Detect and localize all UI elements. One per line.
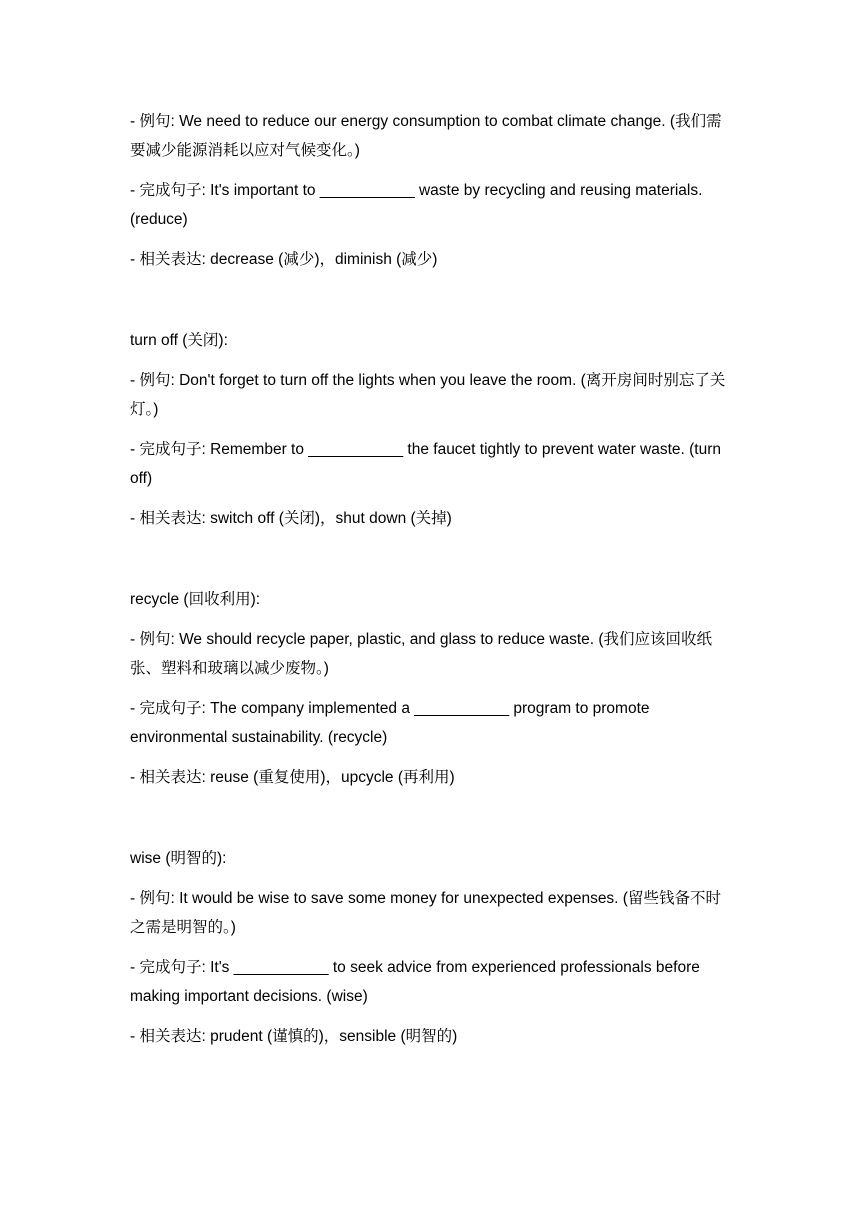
related-expressions: - 相关表达: switch off (关闭)，shut down (关掉)	[130, 510, 452, 527]
related-expressions: - 相关表达: reuse (重复使用)，upcycle (再利用)	[130, 769, 455, 786]
related-expressions: - 相关表达: decrease (减少)，diminish (减少)	[130, 251, 438, 268]
example-sentence: - 例句: Don't forget to turn off the lights when you leave the room. (离开房间时别忘了关灯。)	[130, 372, 726, 418]
completion-exercise: - 完成句子: It's important to ___________ waste by recycling and reusing materials. (reduce)	[130, 182, 703, 228]
vocabulary-heading: wise (明智的):	[130, 850, 227, 867]
completion-exercise: - 完成句子: The company implemented a ___________ program to promote environmental sustainability. (recycle)	[130, 700, 650, 746]
related-expressions: - 相关表达: prudent (谨慎的)，sensible (明智的)	[130, 1028, 458, 1045]
completion-exercise: - 完成句子: Remember to ___________ the faucet tightly to prevent water waste. (turn off)	[130, 441, 722, 487]
example-sentence: - 例句: It would be wise to save some money for unexpected expenses. (留些钱备不时之需是明智的。)	[130, 890, 721, 936]
example-sentence: - 例句: We should recycle paper, plastic, and glass to reduce waste. (我们应该回收纸张、塑料和玻璃以减少废物。)	[130, 631, 713, 677]
document-body	[130, 107, 732, 1051]
vocabulary-heading: turn off (关闭):	[130, 332, 228, 349]
completion-exercise: - 完成句子: It's ___________ to seek advice from experienced professionals before making important decisions. (wise)	[130, 959, 700, 1005]
vocabulary-heading: recycle (回收利用):	[130, 591, 261, 608]
example-sentence: - 例句: We need to reduce our energy consumption to combat climate change. (我们需要减少能源消耗以应对气候变化。)	[130, 113, 722, 159]
